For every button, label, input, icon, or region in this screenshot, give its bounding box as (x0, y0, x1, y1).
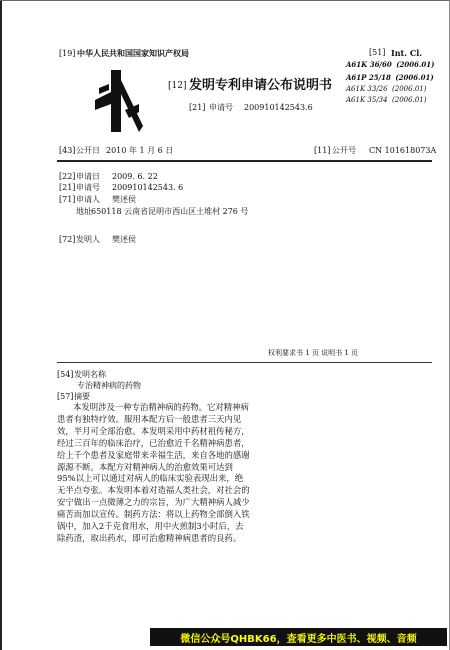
pub-date-value: 2010 年 1 月 6 日 (106, 146, 174, 155)
pub-no-label: 公开号 (332, 146, 356, 155)
ipc-entry-4: A61K 35/34 (2006.01) (346, 96, 427, 104)
pub-no-value: CN 101618073A (369, 146, 437, 155)
app-no-code: [21] (59, 183, 76, 192)
header-app-no-label: 申请号 (209, 103, 233, 112)
office-name: 中华人民共和国国家知识产权局 (77, 48, 189, 58)
ipc-code: [51] (369, 48, 386, 57)
abstract-code: [57] (57, 392, 74, 401)
ipc-entry-3: A61K 33/26 (2006.01) (346, 85, 427, 93)
invention-name-code: [54] (57, 370, 74, 379)
office-code: [19] (59, 49, 76, 58)
pub-date-code: [43] (59, 146, 76, 155)
header-app-no-value: 200910142543.6 (244, 103, 313, 112)
ipc-label: Int. Cl. (391, 48, 423, 58)
inventor-value: 樊述侯 (112, 235, 136, 244)
filing-date-label: 申请日 (76, 172, 100, 181)
ipc-entry-1: A61K 36/60 (2006.01) (346, 60, 435, 69)
applicant-label: 申请人 (76, 195, 100, 204)
inventor-code: [72] (59, 235, 76, 244)
filing-date-value: 2009. 6. 22 (112, 172, 158, 181)
app-no-value: 200910142543. 6 (112, 183, 184, 192)
address-label: 地址 (76, 207, 92, 216)
invention-name-value: 专治精神病的药物 (77, 381, 141, 390)
abstract-label: 摘要 (74, 392, 90, 401)
applicant-code: [71] (59, 195, 76, 204)
mid-divider (57, 362, 432, 363)
address-value: 650118 云南省昆明市西山区土堆村 276 号 (91, 207, 249, 216)
page-frame-left (0, 0, 2, 650)
applicant-value: 樊述侯 (112, 195, 136, 204)
page-count-note: 权利要求书 1 页 说明书 1 页 (268, 349, 359, 357)
sipo-emblem-icon (95, 70, 145, 132)
pub-divider (57, 160, 432, 162)
app-no-label: 申请号 (76, 183, 100, 192)
doc-type-title: 发明专利申请公布说明书 (189, 78, 333, 93)
invention-name-label: 发明名称 (74, 370, 106, 379)
pub-no-code: [11] (314, 146, 331, 155)
inventor-label: 发明人 (76, 235, 100, 244)
header-app-no-code: [21] (189, 103, 206, 112)
filing-date-code: [22] (59, 172, 76, 181)
pub-date-label: 公开日 (76, 146, 100, 155)
page-frame-top (0, 0, 450, 1)
ipc-entry-2: A61P 25/18 (2006.01) (346, 73, 434, 82)
promo-banner (150, 628, 447, 646)
doc-type-code: [12] (168, 81, 187, 91)
abstract-text: 本发明涉及一种专治精神病的药物。它对精神病患者有独特疗效。服用本配方后一般患者三天内见效，半月可全部治愈。本发明采用中药材祖传秘方，经过三百年的临床治疗，已治愈近千名精神病患者，给上千个患者及家庭带来幸福生活，来自各地的感谢源源不断。本配方对精神病人的治愈效果可达到95%以上可以通过对病人的临床实验表现出来，绝无半点夸张。本发明本着对造福人类社会，对社会的安宁做出一点微薄之力的宗旨，为广大精神病人减少痛苦而加以宣传。制药方法：将以上药物全部倒入铁锅中，加入2千克食用水，用中火煎制3小时后，去除药渣，取出药水，即可治愈精神病患者的良药。 (57, 402, 250, 543)
promo-banner-text: 微信公众号QHBK66，查看更多中医书、视频、音频 (180, 633, 417, 645)
